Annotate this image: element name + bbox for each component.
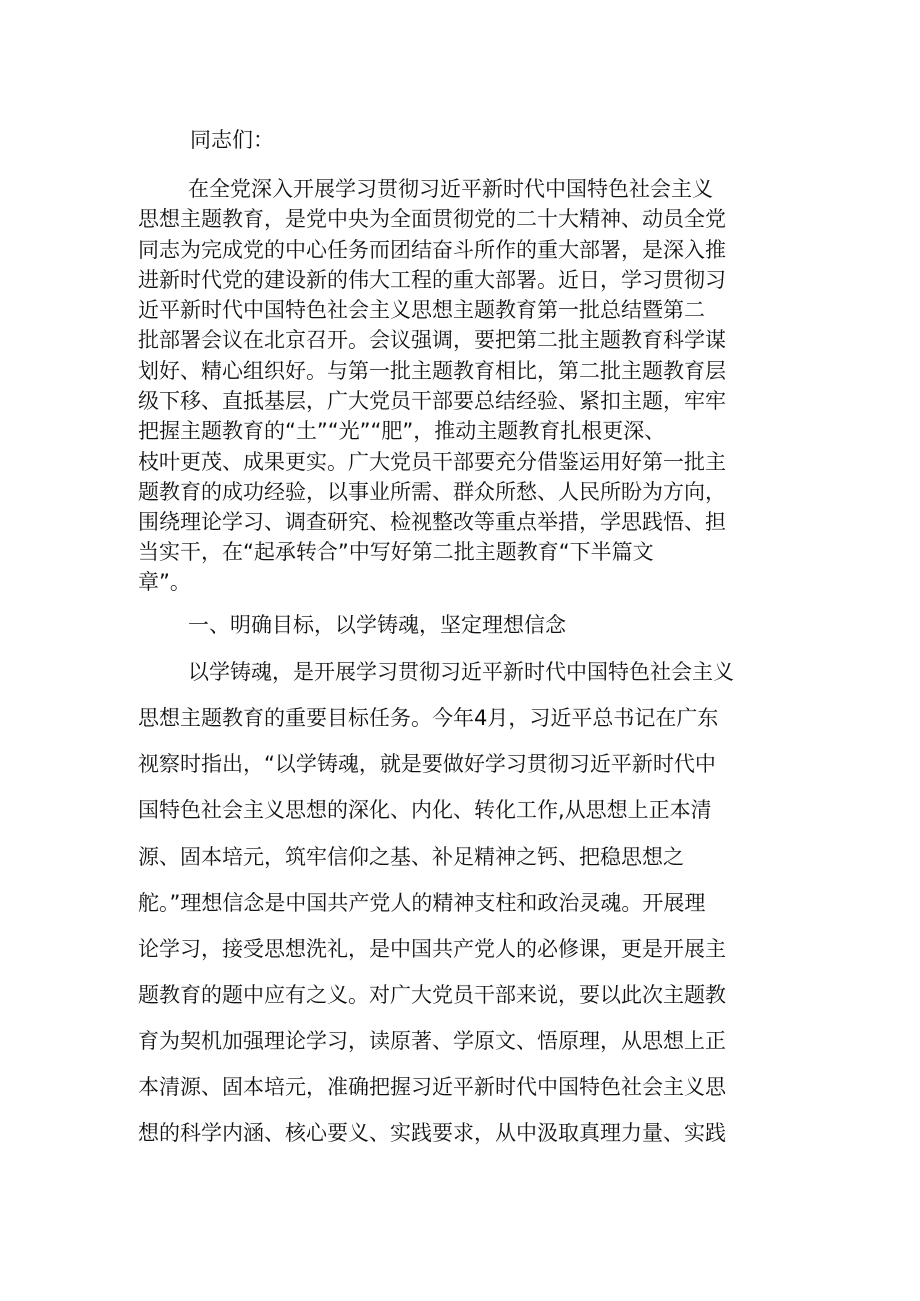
- body-line: 本清源、固本培元，准确把握习近平新时代中国特色社会主义思: [138, 1075, 726, 1099]
- intro-line: 枝叶更茂、成果更实。广大党员干部要充分借鉴运用好第一批主: [138, 450, 726, 474]
- intro-line: 思想主题教育，是党中央为全面贯彻党的二十大精神、动员全党: [138, 207, 726, 231]
- section-heading: 一、明确目标，以学铸魂，坚定理想信念: [188, 613, 566, 637]
- intro-line: 当实干，在“起承转合”中写好第二批主题教育“下半篇文: [138, 540, 654, 564]
- intro-line: 划好、精心组织好。与第一批主题教育相比，第二批主题教育层: [138, 359, 726, 383]
- intro-line: 进新时代党的建设新的伟大工程的重大部署。近日，学习贯彻习: [138, 268, 726, 292]
- body-line: 以学铸魂，是开展学习贯彻习近平新时代中国特色社会主义: [188, 660, 734, 684]
- intro-line: 章”。: [138, 570, 191, 594]
- body-line: 国特色社会主义思想的深化、内化、转化工作,从思想上正本清: [138, 798, 712, 822]
- body-line: 想的科学内涵、核心要义、实践要求，从中汲取真理力量、实践: [138, 1121, 726, 1145]
- body-line: 育为契机加强理论学习，读原著、学原文、悟原理，从思想上正: [138, 1029, 726, 1053]
- intro-line: 围绕理论学习、调查研究、检视整改等重点举措，学思践悟、担: [138, 510, 726, 534]
- body-line: 舵。”理想信念是中国共产党人的精神支柱和政治灵魂。开展理: [138, 891, 706, 915]
- body-line: 题教育的题中应有之义。对广大党员干部来说，要以此次主题教: [138, 983, 726, 1007]
- intro-line: 级下移、直抵基层，广大党员干部要总结经验、紧扣主题，牢牢: [138, 389, 726, 413]
- intro-line: 题教育的成功经验，以事业所需、群众所愁、人民所盼为方向，: [138, 480, 726, 504]
- intro-line: 把握主题教育的“土”“光”“肥”，推动主题教育扎根更深、: [138, 419, 666, 443]
- intro-line: 同志为完成党的中心任务而团结奋斗所作的重大部署，是深入推: [138, 238, 726, 262]
- intro-line: 近平新时代中国特色社会主义思想主题教育第一批总结暨第二: [138, 298, 705, 322]
- intro-line: 批部署会议在北京召开。会议强调，要把第二批主题教育科学谋: [138, 328, 726, 352]
- intro-line: 在全党深入开展学习贯彻习近平新时代中国特色社会主义: [188, 177, 713, 201]
- greeting: 同志们：: [190, 128, 274, 152]
- body-line: 思想主题教育的重要目标任务。今年4月，习近平总书记在广东: [138, 706, 719, 730]
- body-line: 视察时指出，“以学铸魂，就是要做好学习贯彻习近平新时代中: [138, 752, 716, 776]
- body-line: 源、固本培元，筑牢信仰之基、补足精神之钙、把稳思想之: [138, 845, 684, 869]
- body-line: 论学习，接受思想洗礼，是中国共产党人的必修课，更是开展主: [138, 937, 726, 961]
